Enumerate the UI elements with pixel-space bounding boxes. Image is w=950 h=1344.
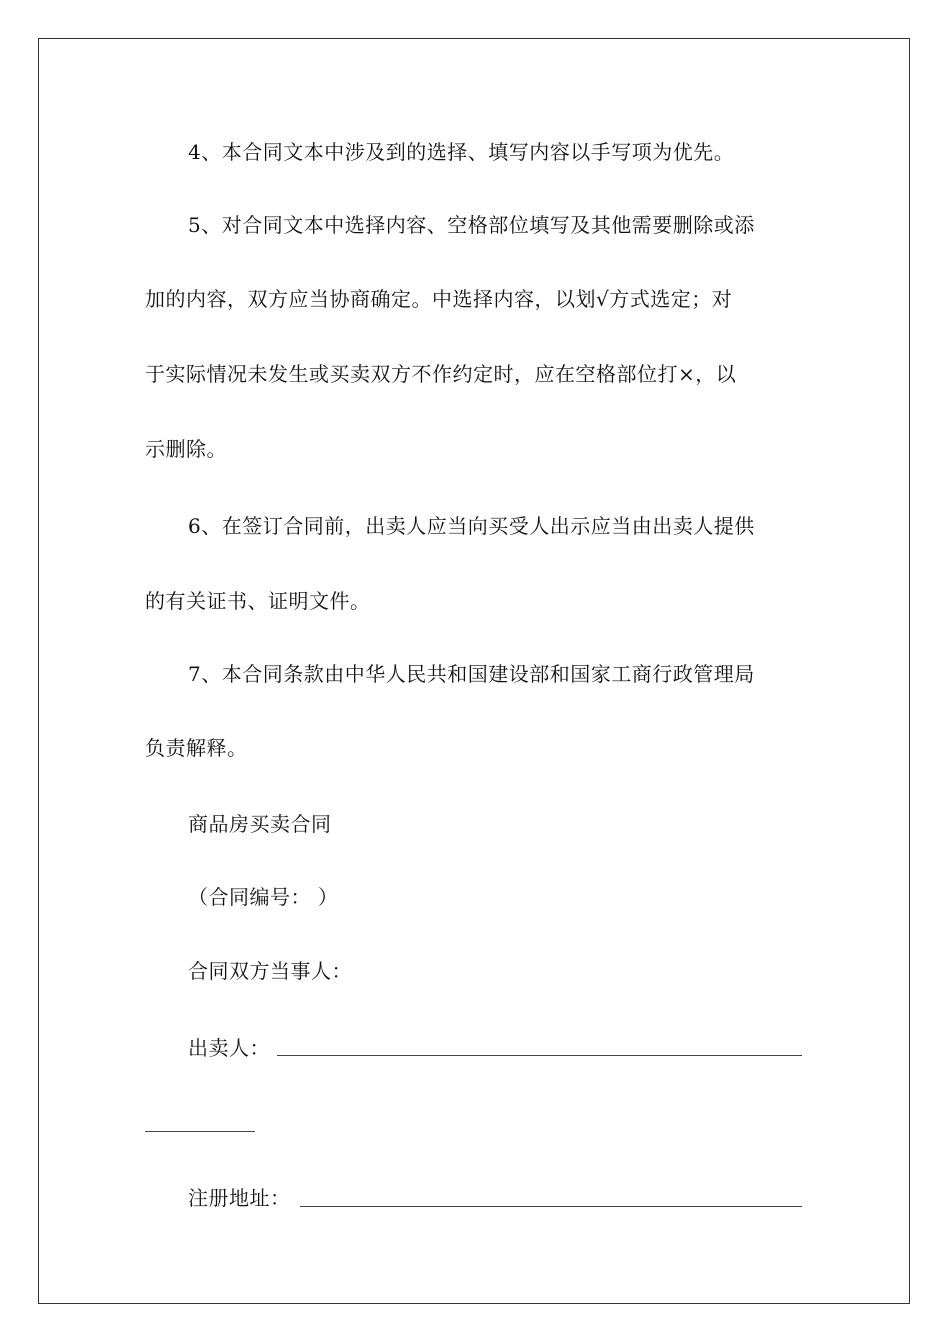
contract-title: 商品房买卖合同 [188,812,332,836]
clause-5-line-1: 5、对合同文本中选择内容、空格部位填写及其他需要删除或添 [188,213,755,237]
clause-5-line-3: 于实际情况未发生或买卖双方不作约定时，应在空格部位打×，以 [145,362,737,386]
clause-5-line-2: 加的内容，双方应当协商确定。中选择内容，以划√方式选定；对 [145,287,733,311]
seller-label: 出卖人： [188,1036,270,1060]
clause-5-line-4: 示删除。 [145,437,227,461]
seller-fill-line [277,1055,802,1056]
parties-heading: 合同双方当事人： [188,959,352,983]
registered-address-fill-line [300,1206,802,1207]
clause-6-line-1: 6、在签订合同前，出卖人应当向买受人出示应当由出卖人提供 [188,514,755,538]
clause-7-line-2: 负责解释。 [145,736,248,760]
seller-fill-line-continued [145,1131,255,1132]
clause-4-line-1: 4、本合同文本中涉及到的选择、填写内容以手写项为优先。 [188,140,735,164]
registered-address-label: 注册地址： [188,1186,291,1210]
clause-7-line-1: 7、本合同条款由中华人民共和国建设部和国家工商行政管理局 [188,662,755,686]
contract-number: （合同编号： ） [188,885,339,909]
clause-6-line-2: 的有关证书、证明文件。 [145,589,371,613]
